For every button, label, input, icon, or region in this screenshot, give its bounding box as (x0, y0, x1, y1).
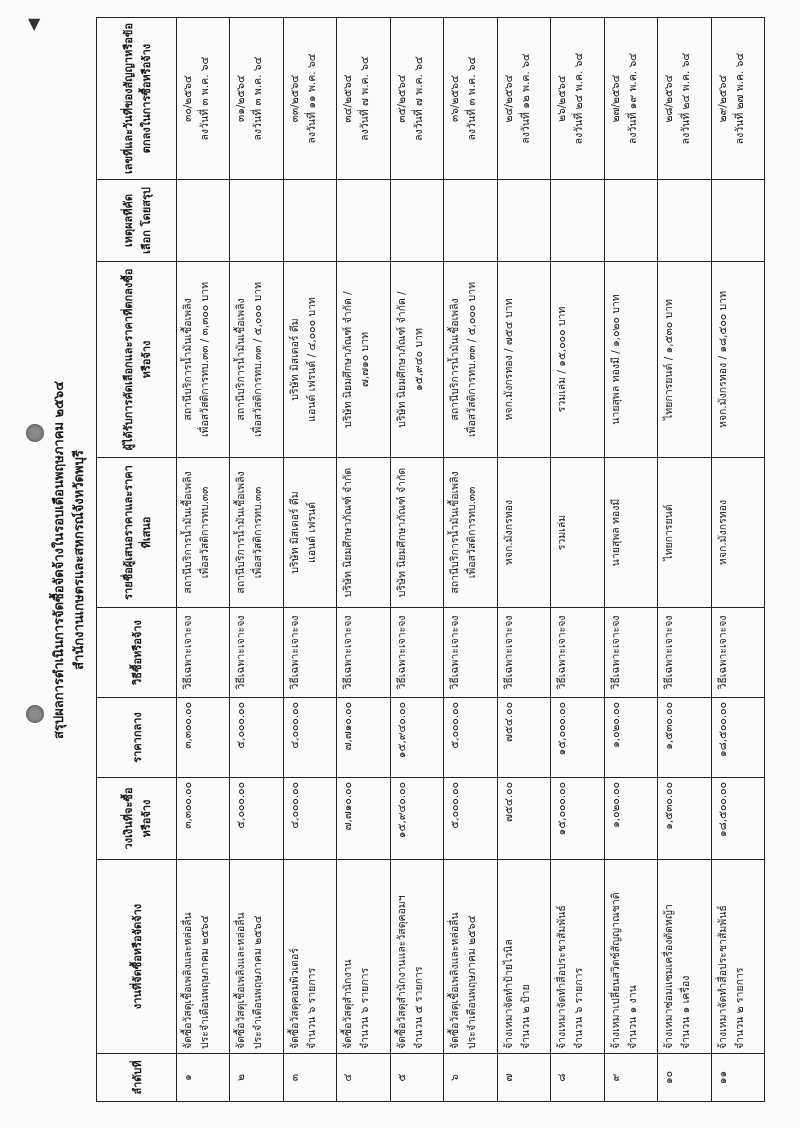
cell-job-text: จำนวน ๑ เครื่อง (680, 975, 693, 1049)
cell-winner-text: ไทยการยนต์ / ๑,๕๓๐ บาท (663, 299, 676, 420)
cell-job-text: จำนวน ๒ ป้าย (519, 984, 532, 1049)
cell-winner (390, 262, 443, 458)
cell-no-text: ๔ (342, 1073, 355, 1082)
cell-bidder-text: สถานีบริการน้ำมันเชื้อเพลิง (182, 471, 194, 594)
cell-budget (230, 778, 283, 860)
cell-contract (444, 18, 497, 180)
cell-bidder-text: หจก.มังกรทอง (502, 499, 515, 566)
cell-contract-text: ลงวันที่ ๑๙ พ.ค. ๖๔ (626, 52, 639, 145)
cell-job (230, 860, 283, 1054)
cell-budget (390, 778, 443, 860)
cell-bidder (711, 458, 764, 608)
cell-budget (283, 778, 336, 860)
cell-no (283, 1054, 336, 1102)
cell-method-text: วิธีเฉพาะเจาะจง (235, 615, 248, 690)
cell-contract (230, 18, 283, 180)
cell-reason (444, 180, 497, 262)
cell-median (497, 698, 550, 778)
cell-contract (711, 18, 764, 180)
cell-bidder (390, 458, 443, 608)
cell-method (604, 608, 657, 698)
cell-winner (444, 262, 497, 458)
cell-method (230, 608, 283, 698)
cell-job-text: จ้างเหมาซ่อมแซมเครื่องตัดหญ้า (663, 904, 676, 1049)
cell-job-text: ประจำเดือนพฤษภาคม ๒๕๖๔ (199, 915, 211, 1049)
rotated-document (50, 18, 765, 1102)
cell-winner-text: บริษัท นิยมศึกษาภัณฑ์ จำกัด / (395, 291, 408, 428)
cell-reason (711, 180, 764, 262)
cell-bidder (658, 458, 711, 608)
punch-hole-bottom (26, 424, 44, 442)
cell-bidder (283, 458, 336, 608)
table-row (604, 18, 657, 1102)
cell-job-text: จัดซื้อวัสดุเชื้อเพลิงและหล่อลื่น (182, 912, 194, 1049)
cell-winner (711, 262, 764, 458)
cell-no-text: ๒ (235, 1074, 248, 1081)
cell-median-text: ๕,๐๐๐.๐๐ (235, 702, 248, 749)
document-subtitle: สำนักงานเกษตรและสหกรณ์จังหวัดพบุรี (72, 450, 87, 670)
table-row (551, 18, 604, 1102)
column-header: ผู้ได้รับการคัดเลือกและราคาที่ตกลงซื้อหรือจ้าง (97, 262, 177, 458)
cell-no-text: ๗ (502, 1073, 515, 1082)
column-header: เลขที่และวันที่ของสัญญาหรือข้อตกลงในการซื้อหรือจ้าง (97, 18, 177, 180)
cell-reason (497, 180, 550, 262)
cell-job (444, 860, 497, 1054)
cell-method-text: วิธีเฉพาะเจาะจง (502, 615, 515, 690)
procurement-table (96, 17, 765, 1102)
cell-no (444, 1054, 497, 1102)
corner-mark: ▼ (28, 14, 41, 33)
cell-median-text: ๗๕๔.๐๐ (502, 702, 515, 742)
cell-contract-text: ลงวันที่ ๓ พ.ค. ๖๔ (466, 56, 479, 141)
cell-budget (337, 778, 390, 860)
cell-method-text: วิธีเฉพาะเจาะจง (182, 615, 194, 690)
cell-budget (551, 778, 604, 860)
cell-contract-text: ลงวันที่ ๑๑ พ.ค. ๖๔ (305, 53, 318, 144)
cell-job (337, 860, 390, 1054)
cell-median-text: ๕,๐๐๐.๐๐ (449, 702, 462, 749)
cell-budget-text: ๗,๗๑๐.๐๐ (342, 782, 355, 831)
cell-no-text: ๕ (395, 1073, 408, 1082)
cell-contract-text: ๒๗/๒๕๖๔ (609, 74, 622, 123)
document-title: สรุปผลการดำเนินการจัดซื้อจัดจ้างในรอบเดือนพฤษภาคม ๒๕๖๔ (52, 380, 67, 740)
column-header: งานที่จัดซื้อหรือจัดจ้าง (97, 860, 177, 1054)
cell-budget (604, 778, 657, 860)
cell-median-text: ๔,๐๐๐.๐๐ (288, 702, 301, 749)
column-header: วิธีซื้อหรือจ้าง (97, 608, 177, 698)
cell-no (337, 1054, 390, 1102)
cell-contract-text: ๒๖/๒๕๖๔ (556, 75, 569, 122)
cell-method-text: วิธีเฉพาะเจาะจง (556, 615, 569, 690)
cell-winner (337, 262, 390, 458)
cell-job-text: ประจำเดือนพฤษภาคม ๒๕๖๔ (466, 915, 479, 1049)
column-header: เหตุผลที่คัดเลือก โดยสรุป (97, 180, 177, 262)
cell-contract-text: ๒๔/๒๕๖๔ (502, 74, 515, 123)
cell-no (711, 1054, 764, 1102)
cell-budget (497, 778, 550, 860)
table-row (337, 18, 390, 1102)
cell-job-text: จ้างเหมาจัดทำสื่อประชาสัมพันธ์ (716, 905, 729, 1049)
cell-bidder (551, 458, 604, 608)
cell-method (283, 608, 336, 698)
table-row (711, 18, 764, 1102)
cell-method (177, 608, 230, 698)
cell-no (551, 1054, 604, 1102)
cell-contract-text: ๒๙/๒๕๖๔ (716, 74, 729, 123)
cell-bidder-text: รวมเล่ม (556, 514, 569, 551)
cell-bidder (337, 458, 390, 608)
cell-winner-text: เพื่อสวัสดิการทบ.๓๓ / ๕,๐๐๐ บาท (252, 281, 265, 438)
cell-median (337, 698, 390, 778)
cell-no-text: ๑๐ (663, 1070, 676, 1085)
cell-reason (230, 180, 283, 262)
cell-reason (551, 180, 604, 262)
cell-method-text: วิธีเฉพาะเจาะจง (716, 615, 729, 690)
cell-median-text: ๑,๕๓๐.๐๐ (663, 702, 676, 750)
cell-no-text: ๖ (449, 1074, 462, 1081)
cell-reason (337, 180, 390, 262)
cell-job-text: จำนวน ๖ รายการ (573, 967, 586, 1049)
cell-budget-text: ๑๕,๙๔๐.๐๐ (395, 782, 408, 839)
cell-no-text: ๓ (288, 1073, 301, 1082)
cell-winner-text: เพื่อสวัสดิการทบ.๓๓ / ๕,๐๐๐ บาท (466, 281, 479, 438)
cell-method-text: วิธีเฉพาะเจาะจง (288, 615, 301, 690)
cell-winner (283, 262, 336, 458)
cell-budget-text: ๑,๐๒๐.๐๐ (609, 782, 622, 828)
cell-contract-text: ลงวันที่ ๒๔ พ.ค. ๖๔ (573, 52, 586, 145)
cell-reason (283, 180, 336, 262)
cell-contract (283, 18, 336, 180)
cell-budget-text: ๑,๕๓๐.๐๐ (663, 782, 676, 830)
cell-winner (497, 262, 550, 458)
cell-method (497, 608, 550, 698)
cell-contract-text: ๓๐/๒๕๖๔ (182, 75, 194, 122)
cell-contract-text: ๓๖/๒๕๖๔ (449, 75, 462, 122)
column-header: วงเงินที่จะซื้อหรือจ้าง (97, 778, 177, 860)
document-header (50, 18, 96, 1102)
cell-winner-text: แอนด์ เฟรนด์ / ๔,๐๐๐ บาท (305, 297, 318, 422)
cell-budget (658, 778, 711, 860)
cell-job-text: จำนวน ๕ รายการ (412, 966, 425, 1049)
table-row (497, 18, 550, 1102)
cell-bidder (497, 458, 550, 608)
cell-median-text: ๑๕,๙๔๐.๐๐ (395, 702, 408, 759)
cell-contract-text: ๒๘/๒๕๖๔ (663, 74, 676, 123)
column-header: ลำดับที่ (97, 1054, 177, 1102)
cell-job (551, 860, 604, 1054)
cell-job (604, 860, 657, 1054)
table-row (283, 18, 336, 1102)
cell-winner-text: หจก.มังกรทอง / ๑๘,๕๐๐ บาท (716, 290, 729, 429)
cell-job-text: จำนวน ๑ งาน (626, 985, 639, 1049)
cell-winner-text: หจก.มังกรทอง / ๗๕๔ บาท (502, 298, 515, 421)
punch-hole-top (26, 705, 44, 723)
cell-winner-text: เพื่อสวัสดิการทบ.๓๓ / ๓,๓๐๐ บาท (199, 281, 211, 438)
cell-job (658, 860, 711, 1054)
cell-no-text: ๑ (182, 1074, 194, 1081)
cell-bidder (230, 458, 283, 608)
cell-bidder (177, 458, 230, 608)
cell-bidder-text: บริษัท นิยมศึกษาภัณฑ์ จำกัด (395, 467, 408, 598)
cell-contract (390, 18, 443, 180)
cell-bidder (444, 458, 497, 608)
cell-no (497, 1054, 550, 1102)
table-row (658, 18, 711, 1102)
cell-method (551, 608, 604, 698)
cell-budget-text: ๕,๐๐๐.๐๐ (235, 782, 248, 829)
cell-budget (177, 778, 230, 860)
cell-winner-text: สถานีบริการน้ำมันเชื้อเพลิง (235, 298, 248, 421)
cell-bidder-text: บริษัท นิยมศึกษาภัณฑ์ จำกัด (342, 467, 355, 598)
cell-bidder-text: หจก.มังกรทอง (716, 499, 729, 566)
cell-method (711, 608, 764, 698)
cell-budget (711, 778, 764, 860)
cell-job-text: จ้างเหมาเปลี่ยนสวิตช์สัญญาณชาติ (609, 892, 622, 1049)
cell-winner-text: นายสุพล ทองมี / ๑,๐๒๐ บาท (609, 294, 622, 425)
cell-bidder-text: แอนด์ เฟรนด์ (305, 501, 318, 564)
cell-contract-text: ลงวันที่ ๗ พ.ค. ๖๔ (412, 56, 425, 141)
cell-reason (604, 180, 657, 262)
cell-bidder (604, 458, 657, 608)
cell-no (230, 1054, 283, 1102)
cell-job-text: จัดซื้อวัสดุสำนักงานและวัสดุคอมฯ (395, 895, 408, 1049)
cell-job-text: จ้างเหมาจัดทำป้ายไวนิล (502, 939, 515, 1049)
cell-winner (551, 262, 604, 458)
cell-median (390, 698, 443, 778)
column-header: ราคากลาง (97, 698, 177, 778)
cell-winner (230, 262, 283, 458)
cell-method (444, 608, 497, 698)
cell-median (658, 698, 711, 778)
cell-winner-text: รวมเล่ม / ๑๕,๐๐๐ บาท (556, 306, 569, 413)
cell-contract-text: ลงวันที่ ๓ พ.ค. ๖๔ (252, 56, 265, 141)
cell-method-text: วิธีเฉพาะเจาะจง (449, 615, 462, 690)
cell-contract-text: ลงวันที่ ๓ พ.ค. ๖๔ (199, 56, 211, 141)
cell-contract-text: ลงวันที่ ๗ พ.ค. ๖๔ (359, 56, 372, 141)
cell-budget (444, 778, 497, 860)
cell-median-text: ๑,๐๒๐.๐๐ (609, 702, 622, 748)
cell-contract (337, 18, 390, 180)
cell-bidder-text: นายสุพล ทองมี (609, 498, 622, 567)
cell-contract-text: ลงวันที่ ๒๗ พ.ค. ๖๔ (733, 52, 746, 145)
cell-method-text: วิธีเฉพาะเจาะจง (342, 615, 355, 690)
cell-bidder-text: เพื่อสวัสดิการทบ.๓๓ (252, 486, 265, 579)
cell-contract (551, 18, 604, 180)
cell-reason (390, 180, 443, 262)
cell-job-text: จำนวน ๖ รายการ (359, 967, 372, 1049)
table-row (177, 18, 230, 1102)
cell-method-text: วิธีเฉพาะเจาะจง (395, 615, 408, 690)
cell-job-text: จัดซื้อวัสดุสำนักงาน (342, 959, 355, 1049)
cell-median (604, 698, 657, 778)
cell-contract-text: ๓๔/๒๕๖๔ (342, 74, 355, 123)
table-row (390, 18, 443, 1102)
cell-contract (497, 18, 550, 180)
cell-job (711, 860, 764, 1054)
table-row (230, 18, 283, 1102)
cell-winner (658, 262, 711, 458)
cell-winner-text: บริษัท นิยมศึกษาภัณฑ์ จำกัด / (342, 291, 355, 428)
cell-budget-text: ๑๘,๕๐๐.๐๐ (716, 782, 729, 838)
column-header: รายชื่อผู้เสนอราคาและราคาที่เสนอ (97, 458, 177, 608)
cell-median (177, 698, 230, 778)
cell-contract-text: ลงวันที่ ๑๒ พ.ค. ๖๔ (519, 53, 532, 144)
cell-winner-text: สถานีบริการน้ำมันเชื้อเพลิง (449, 298, 462, 421)
cell-method (658, 608, 711, 698)
cell-contract-text: ๓๑/๒๕๖๔ (235, 75, 248, 122)
cell-no (177, 1054, 230, 1102)
cell-bidder-text: ไทยการยนต์ (663, 504, 676, 561)
cell-budget-text: ๑๕,๐๐๐.๐๐ (556, 782, 569, 836)
cell-no-text: ๘ (556, 1073, 569, 1082)
cell-no (604, 1054, 657, 1102)
cell-contract-text: ๓๓/๒๕๖๔ (288, 74, 301, 123)
cell-job-text: จัดซื้อวัสดุคอมพิวเตอร์ (288, 948, 301, 1049)
cell-job-text: จัดซื้อวัสดุเชื้อเพลิงและหล่อลื่น (235, 912, 248, 1049)
cell-budget-text: ๓,๓๐๐.๐๐ (182, 782, 194, 829)
cell-winner (177, 262, 230, 458)
cell-no (658, 1054, 711, 1102)
cell-job-text: จ้างเหมาจัดทำสื่อประชาสัมพันธ์ (556, 905, 569, 1049)
cell-job-text: จัดซื้อวัสดุเชื้อเพลิงและหล่อลื่น (449, 912, 462, 1049)
cell-job-text: ประจำเดือนพฤษภาคม ๒๕๖๔ (252, 915, 265, 1049)
cell-job (497, 860, 550, 1054)
cell-contract (658, 18, 711, 180)
cell-bidder-text: เพื่อสวัสดิการทบ.๓๓ (199, 486, 211, 579)
cell-bidder-text: สถานีบริการน้ำมันเชื้อเพลิง (449, 471, 462, 594)
cell-bidder-text: บริษัท มิสเตอร์ ดีม (288, 491, 301, 574)
cell-contract (177, 18, 230, 180)
cell-median (283, 698, 336, 778)
cell-winner-text: ๗,๗๑๐ บาท (359, 331, 372, 388)
cell-winner (604, 262, 657, 458)
cell-job (390, 860, 443, 1054)
cell-job-text: จำนวน ๒ รายการ (733, 967, 746, 1049)
cell-no-text: ๑๑ (716, 1070, 729, 1085)
cell-winner-text: สถานีบริการน้ำมันเชื้อเพลิง (182, 298, 194, 421)
cell-median-text: ๓,๓๐๐.๐๐ (182, 702, 194, 749)
cell-method (337, 608, 390, 698)
cell-bidder-text: สถานีบริการน้ำมันเชื้อเพลิง (235, 471, 248, 594)
cell-reason (658, 180, 711, 262)
cell-no-text: ๙ (609, 1073, 622, 1082)
cell-budget-text: ๕,๐๐๐.๐๐ (449, 782, 462, 829)
cell-median (711, 698, 764, 778)
cell-contract-text: ๓๕/๒๕๖๔ (395, 74, 408, 123)
cell-job-text: จำนวน ๖ รายการ (305, 967, 318, 1049)
table-row (444, 18, 497, 1102)
cell-winner-text: ๑๕,๙๔๐ บาท (412, 328, 425, 391)
cell-reason (177, 180, 230, 262)
cell-winner-text: บริษัท มิสเตอร์ ดีม (288, 318, 301, 401)
cell-median-text: ๑๕,๐๐๐.๐๐ (556, 702, 569, 756)
cell-method (390, 608, 443, 698)
cell-median (444, 698, 497, 778)
cell-job (283, 860, 336, 1054)
cell-contract-text: ลงวันที่ ๒๔ พ.ค. ๖๔ (680, 52, 693, 145)
cell-method-text: วิธีเฉพาะเจาะจง (609, 615, 622, 690)
cell-contract (604, 18, 657, 180)
cell-job (177, 860, 230, 1054)
cell-median-text: ๑๘,๕๐๐.๐๐ (716, 702, 729, 758)
cell-median-text: ๗,๗๑๐.๐๐ (342, 702, 355, 751)
table-header-row (97, 18, 177, 1102)
cell-method-text: วิธีเฉพาะเจาะจง (663, 615, 676, 690)
cell-median (551, 698, 604, 778)
cell-median (230, 698, 283, 778)
cell-no (390, 1054, 443, 1102)
cell-budget-text: ๗๕๔.๐๐ (502, 782, 515, 822)
cell-bidder-text: เพื่อสวัสดิการทบ.๓๓ (466, 486, 479, 579)
cell-budget-text: ๔,๐๐๐.๐๐ (288, 782, 301, 829)
